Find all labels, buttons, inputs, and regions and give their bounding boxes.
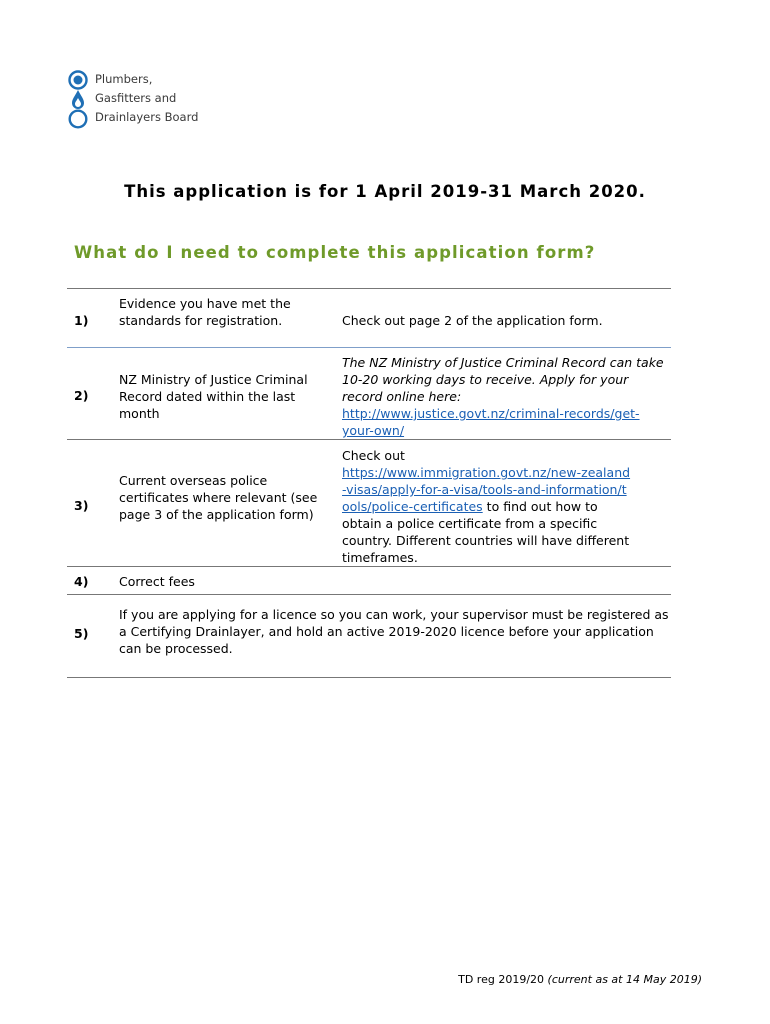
- logo-line-2: Gasfitters and: [95, 91, 177, 105]
- criminal-record-note: The NZ Ministry of Justice Criminal Record can take 10-20 working days to receive. Apply for your record online here:: [342, 355, 664, 404]
- logo-line-3: Drainlayers Board: [95, 110, 199, 124]
- row-number: 4): [74, 574, 89, 589]
- row-divider: [67, 347, 671, 348]
- requirement-note: [342, 447, 632, 566]
- check-out-label: Check out: [342, 448, 405, 463]
- ring-logo-icon: [68, 109, 88, 129]
- flame-logo-icon: [68, 89, 88, 111]
- row-number: 3): [74, 498, 89, 513]
- water-drop-logo-icon: [68, 70, 88, 90]
- table-bottom-rule: [67, 677, 671, 678]
- requirement-text: NZ Ministry of Justice Criminal Record dated within the last month: [119, 372, 308, 421]
- requirement-text: Current overseas police certificates where relevant (see page 3 of the application form): [119, 473, 318, 522]
- requirement-note: Check out page 2 of the application form.: [342, 313, 603, 328]
- justice-govt-link[interactable]: http://www.justice.govt.nz/criminal-records/get-your-own/: [342, 406, 640, 438]
- immigration-govt-link[interactable]: https://www.immigration.govt.nz/new-zealand-visas/apply-for-a-visa/tools-and-information/tools/police-certificates: [342, 465, 631, 514]
- row-number: 2): [74, 388, 89, 403]
- row-divider: [67, 439, 671, 440]
- requirement-text: Correct fees: [119, 574, 195, 589]
- police-certificate-note: to find out how to obtain a police certificate from a specific country. Different countries will have different timeframes.: [342, 499, 630, 565]
- footer-reference: [458, 973, 702, 986]
- row-divider: [67, 594, 671, 595]
- page-title: This application is for 1 April 2019-31 March 2020.: [124, 182, 646, 201]
- requirement-note: [342, 354, 664, 439]
- row-divider: [67, 566, 671, 567]
- form-date-note: (current as at 14 May 2019): [547, 973, 702, 986]
- logo-line-1: Plumbers,: [95, 72, 153, 86]
- table-top-rule: [67, 288, 671, 289]
- requirement-text: Evidence you have met the standards for registration.: [119, 296, 291, 328]
- section-heading: What do I need to complete this application form?: [74, 243, 596, 262]
- form-reference: TD reg 2019/20: [458, 973, 545, 986]
- row-number: 5): [74, 626, 89, 641]
- supervisor-requirement-text: If you are applying for a licence so you can work, your supervisor must be registered as a Certifying Drainlayer, and hold an active 2019-2020 licence before your application can be processed.: [119, 607, 669, 656]
- row-number: 1): [74, 313, 89, 328]
